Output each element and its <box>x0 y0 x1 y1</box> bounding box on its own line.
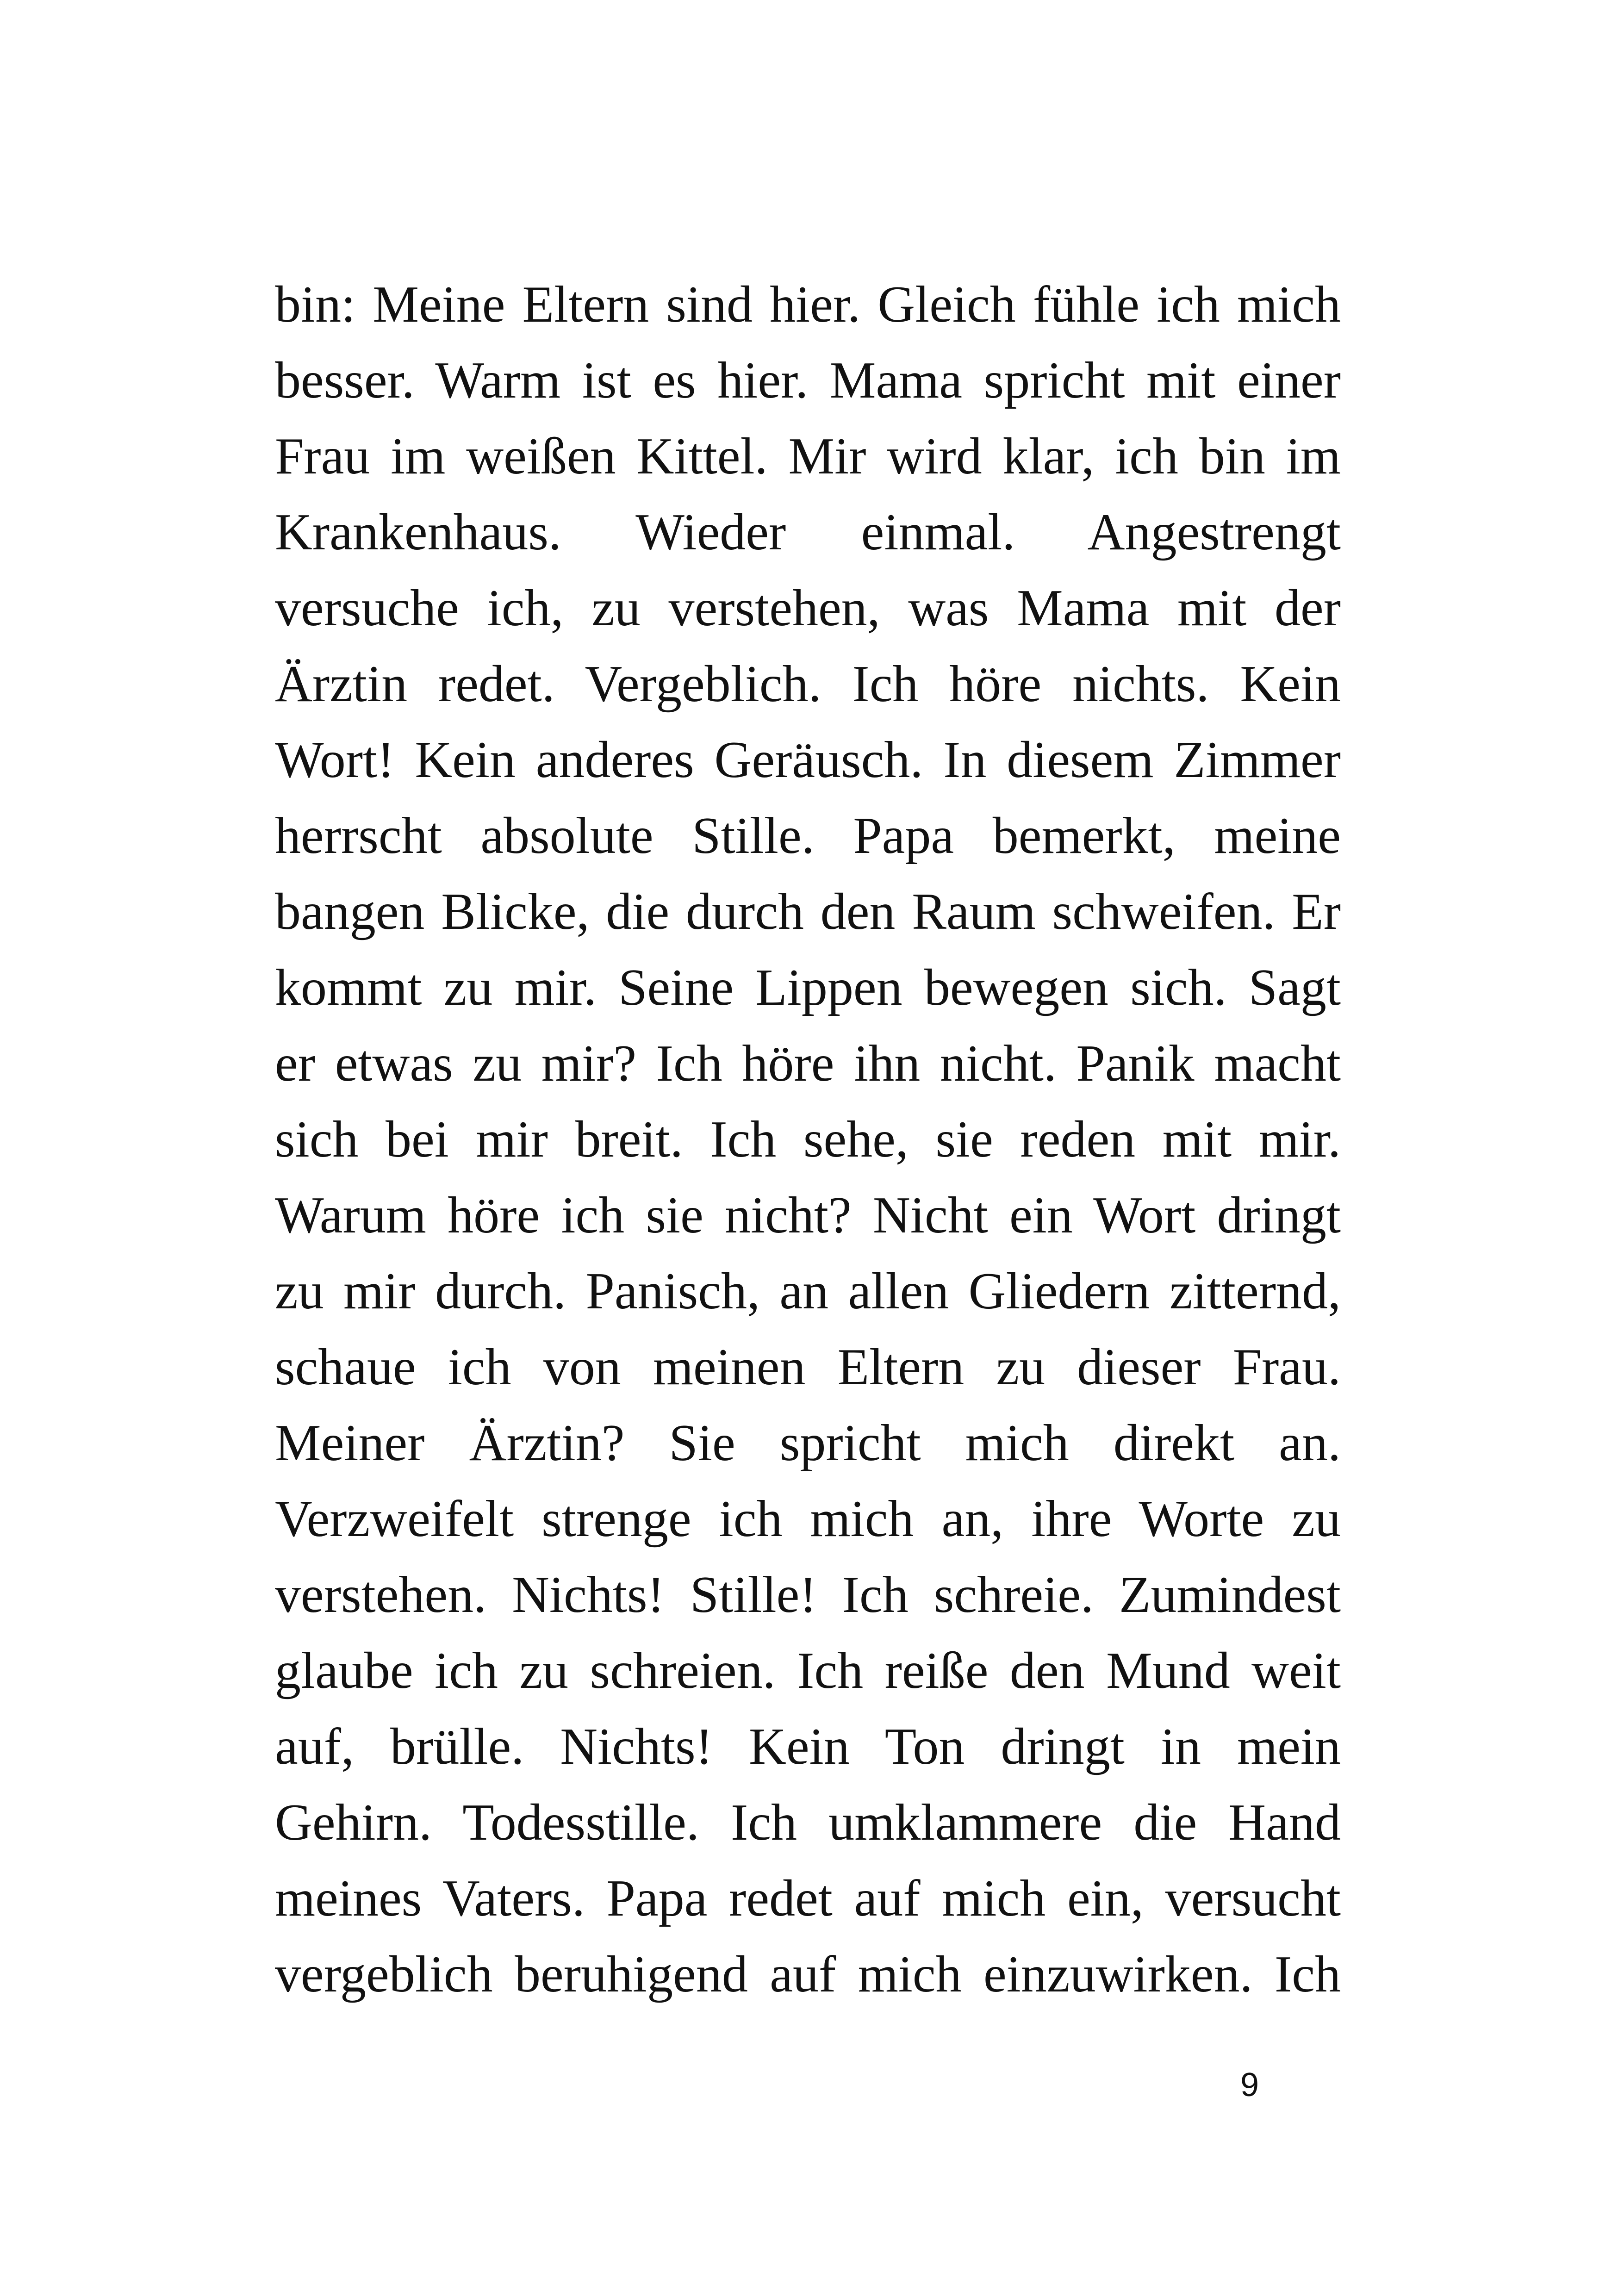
text-line: Wort! Kein anderes Geräusch. In diesem Zimmer <box>275 731 1341 789</box>
text-line: Krankenhaus. Wieder einmal. Angestrengt <box>275 504 1341 561</box>
text-line: auf, brülle. Nichts! Kein Ton dringt in mein <box>275 1718 1341 1775</box>
text-line: vergeblich beruhigend auf mich einzuwirken. Ich <box>275 1946 1341 2003</box>
text-line: Ärztin redet. Vergeblich. Ich höre nichts. Kein <box>275 655 1341 713</box>
text-line: bin: Meine Eltern sind hier. Gleich fühle ich mich <box>275 276 1341 333</box>
text-line: verstehen. Nichts! Stille! Ich schreie. Zumindest <box>275 1566 1341 1624</box>
page-number: 9 <box>1240 2066 1259 2103</box>
text-line: kommt zu mir. Seine Lippen bewegen sich. Sagt <box>275 959 1341 1016</box>
text-line: meines Vaters. Papa redet auf mich ein, versucht <box>275 1870 1341 1927</box>
text-line: glaube ich zu schreien. Ich reiße den Mund weit <box>275 1642 1341 1699</box>
text-line: besser. Warm ist es hier. Mama spricht mit einer <box>275 352 1341 409</box>
text-line: schaue ich von meinen Eltern zu dieser Frau. <box>275 1338 1341 1396</box>
text-line: Warum höre ich sie nicht? Nicht ein Wort dringt <box>275 1187 1341 1244</box>
text-line: Meiner Ärztin? Sie spricht mich direkt an. <box>275 1414 1341 1472</box>
text-line: herrscht absolute Stille. Papa bemerkt, meine <box>275 807 1341 865</box>
text-line: er etwas zu mir? Ich höre ihn nicht. Panik macht <box>275 1035 1341 1092</box>
body-text <box>275 267 1341 2012</box>
text-line: Frau im weißen Kittel. Mir wird klar, ich bin im <box>275 428 1341 485</box>
text-line: bangen Blicke, die durch den Raum schweifen. Er <box>275 883 1341 940</box>
text-line: versuche ich, zu verstehen, was Mama mit der <box>275 579 1341 637</box>
text-line: Gehirn. Todesstille. Ich umklammere die Hand <box>275 1794 1341 1851</box>
text-line: sich bei mir breit. Ich sehe, sie reden mit mir. <box>275 1111 1341 1168</box>
text-line: Verzweifelt strenge ich mich an, ihre Worte zu <box>275 1490 1341 1548</box>
text-line: zu mir durch. Panisch, an allen Gliedern zitternd, <box>275 1263 1341 1320</box>
